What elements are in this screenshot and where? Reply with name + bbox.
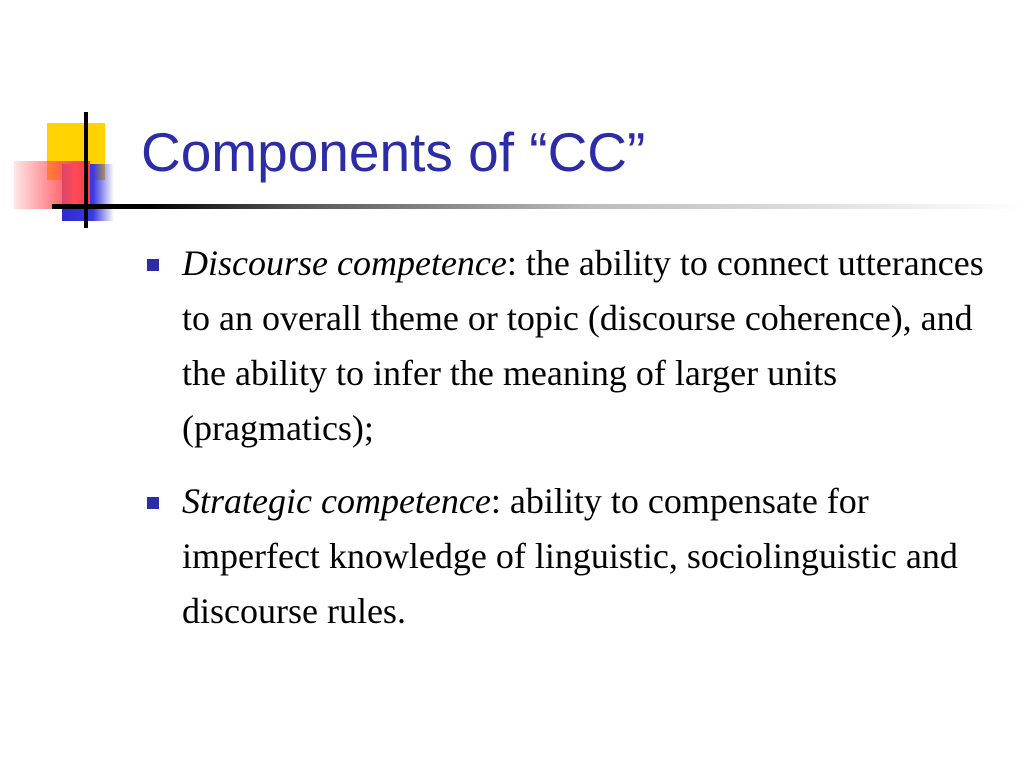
logo-red-bar	[14, 161, 90, 209]
logo-vertical-line	[84, 112, 88, 228]
bullet-text: : ability to compensate for imperfect knowledge of linguistic, sociolinguistic and discourse rules.	[182, 481, 958, 631]
bullet-item-strategic	[141, 474, 1001, 639]
square-bullet-icon	[147, 259, 159, 271]
bullet-term: Strategic competence	[182, 481, 491, 521]
square-bullet-icon	[147, 497, 159, 509]
bullet-term: Discourse competence	[182, 243, 507, 283]
bullet-list	[141, 236, 1001, 657]
slide-title: Components of “CC”	[141, 121, 646, 183]
title-underline	[52, 204, 1024, 209]
bullet-text: : the ability to connect utterances to an overall theme or topic (discourse coherence), and the ability to infer the meaning of larger units (pragmatics);	[182, 243, 984, 448]
bullet-item-discourse	[141, 236, 1001, 456]
